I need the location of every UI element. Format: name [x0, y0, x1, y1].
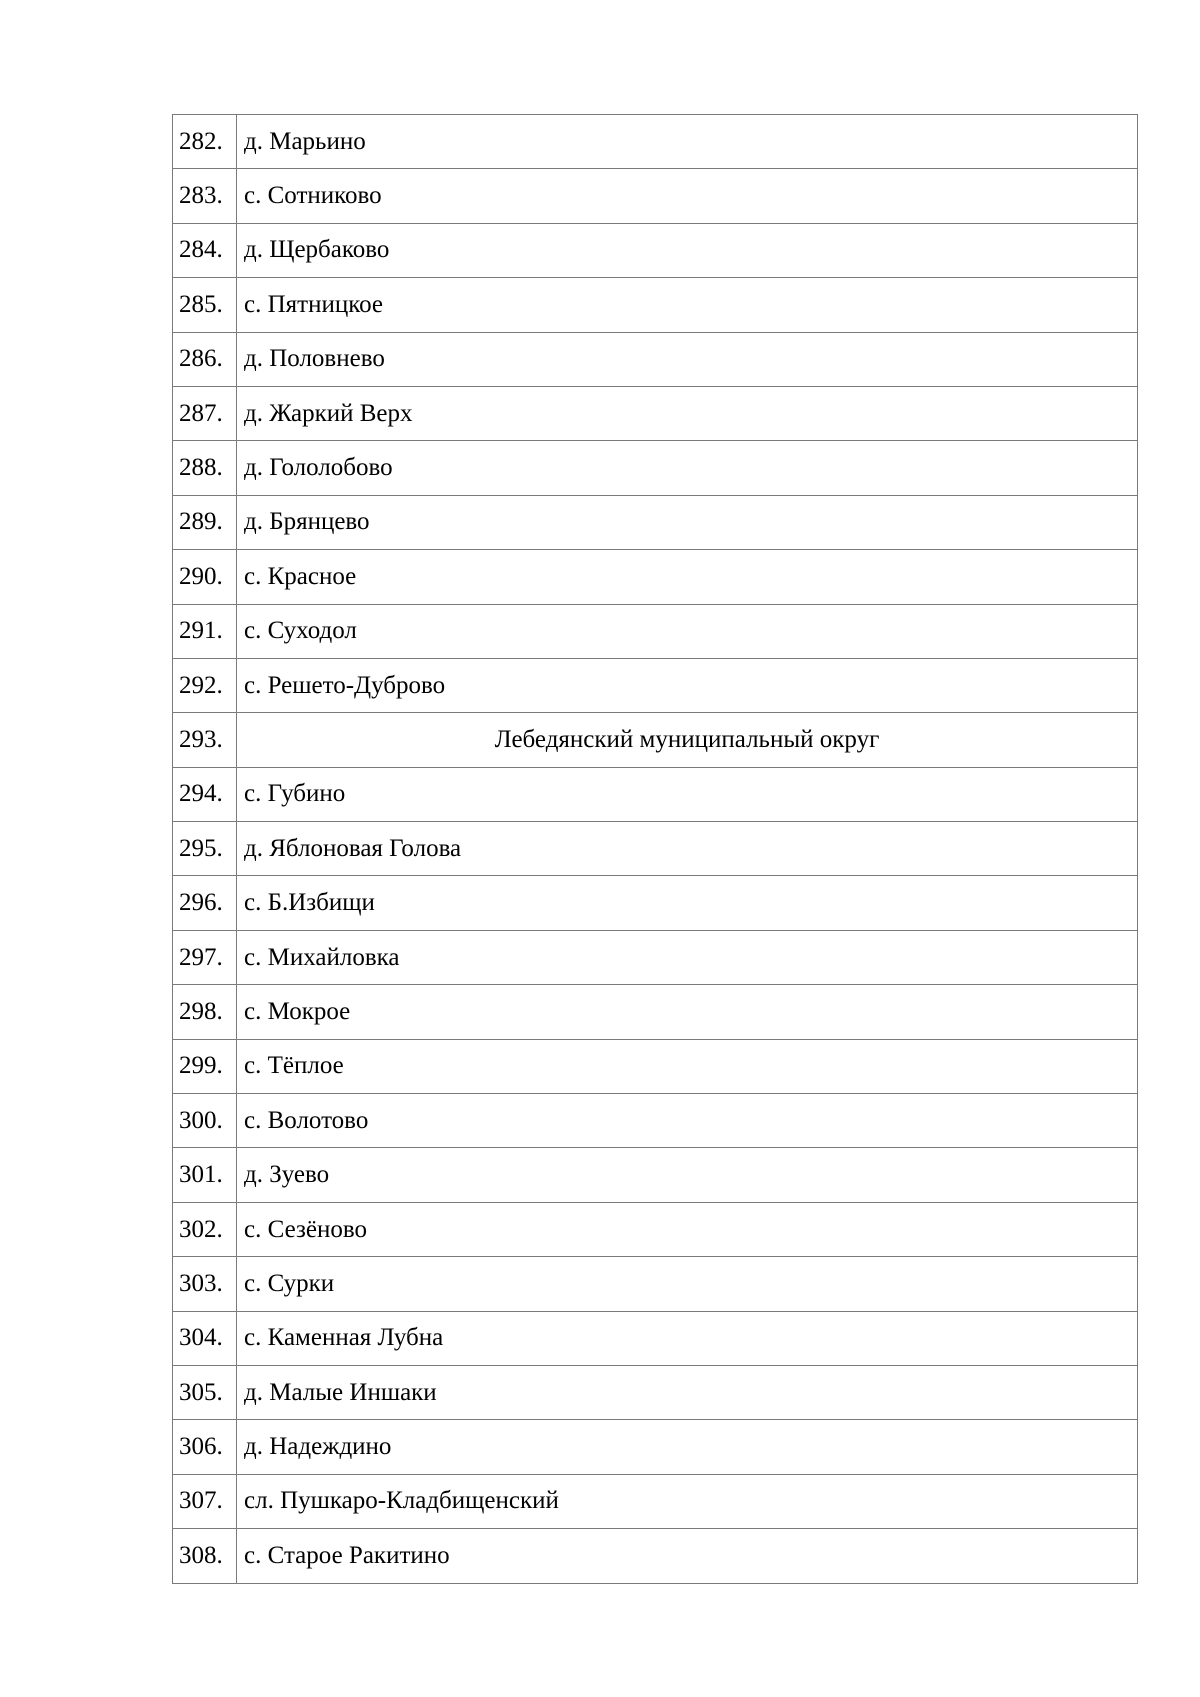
- row-number: 284.: [173, 223, 237, 277]
- table-row: [173, 550, 1138, 604]
- row-number: 290.: [173, 550, 237, 604]
- table-row: [173, 1311, 1138, 1365]
- table-row: [173, 822, 1138, 876]
- table-row: [173, 278, 1138, 332]
- row-number: 306.: [173, 1420, 237, 1474]
- row-number: 298.: [173, 985, 237, 1039]
- row-number: 293.: [173, 713, 237, 767]
- row-number: 286.: [173, 332, 237, 386]
- settlement-name: с. Сотниково: [237, 169, 1138, 223]
- settlement-name: д. Яблоновая Голова: [237, 822, 1138, 876]
- settlement-name: с. Старое Ракитино: [237, 1529, 1138, 1583]
- settlement-name: д. Жаркий Верх: [237, 386, 1138, 440]
- settlement-name: с. Губино: [237, 767, 1138, 821]
- settlement-name: д. Зуево: [237, 1148, 1138, 1202]
- row-number: 291.: [173, 604, 237, 658]
- row-number: 299.: [173, 1039, 237, 1093]
- settlement-name: с. Пятницкое: [237, 278, 1138, 332]
- settlement-name: с. Тёплое: [237, 1039, 1138, 1093]
- row-number: 296.: [173, 876, 237, 930]
- settlement-name: с. Суходол: [237, 604, 1138, 658]
- settlement-name: д. Щербаково: [237, 223, 1138, 277]
- table-row: [173, 1420, 1138, 1474]
- row-number: 287.: [173, 386, 237, 440]
- table-row: [173, 1257, 1138, 1311]
- settlement-name: с. Сезёново: [237, 1202, 1138, 1256]
- table-row: [173, 876, 1138, 930]
- settlement-name: д. Малые Иншаки: [237, 1365, 1138, 1419]
- row-number: 303.: [173, 1257, 237, 1311]
- row-number: 307.: [173, 1474, 237, 1528]
- table-row: [173, 930, 1138, 984]
- row-number: 294.: [173, 767, 237, 821]
- table-row: [173, 1148, 1138, 1202]
- table-row: [173, 115, 1138, 169]
- settlement-name: с. Решето-Дуброво: [237, 658, 1138, 712]
- row-number: 304.: [173, 1311, 237, 1365]
- row-number: 300.: [173, 1094, 237, 1148]
- table-row: [173, 767, 1138, 821]
- district-heading: Лебедянский муниципальный округ: [237, 713, 1138, 767]
- settlements-table-body: [173, 115, 1138, 1584]
- settlement-name: с. Михайловка: [237, 930, 1138, 984]
- settlement-name: д. Гололобово: [237, 441, 1138, 495]
- table-row: [173, 386, 1138, 440]
- row-number: 285.: [173, 278, 237, 332]
- row-number: 308.: [173, 1529, 237, 1583]
- row-number: 283.: [173, 169, 237, 223]
- table-row: [173, 441, 1138, 495]
- row-number: 302.: [173, 1202, 237, 1256]
- table-row: [173, 223, 1138, 277]
- table-row: [173, 1529, 1138, 1583]
- table-row: [173, 1202, 1138, 1256]
- table-row: [173, 604, 1138, 658]
- table-row: [173, 985, 1138, 1039]
- table-row: [173, 1474, 1138, 1528]
- table-row: [173, 495, 1138, 549]
- row-number: 289.: [173, 495, 237, 549]
- settlement-name: с. Каменная Лубна: [237, 1311, 1138, 1365]
- row-number: 297.: [173, 930, 237, 984]
- settlement-name: с. Сурки: [237, 1257, 1138, 1311]
- table-row: [173, 658, 1138, 712]
- row-number: 295.: [173, 822, 237, 876]
- table-row: [173, 1365, 1138, 1419]
- table-row: [173, 713, 1138, 767]
- row-number: 282.: [173, 115, 237, 169]
- settlement-name: с. Мокрое: [237, 985, 1138, 1039]
- settlement-name: с. Красное: [237, 550, 1138, 604]
- table-row: [173, 1039, 1138, 1093]
- settlement-name: д. Брянцево: [237, 495, 1138, 549]
- row-number: 288.: [173, 441, 237, 495]
- settlement-name: д. Половнево: [237, 332, 1138, 386]
- settlement-name: с. Б.Избищи: [237, 876, 1138, 930]
- table-row: [173, 169, 1138, 223]
- settlement-name: с. Волотово: [237, 1094, 1138, 1148]
- table-row: [173, 332, 1138, 386]
- settlement-name: сл. Пушкаро-Кладбищенский: [237, 1474, 1138, 1528]
- row-number: 301.: [173, 1148, 237, 1202]
- settlements-table: [172, 114, 1138, 1584]
- settlement-name: д. Надеждино: [237, 1420, 1138, 1474]
- settlement-name: д. Марьино: [237, 115, 1138, 169]
- row-number: 292.: [173, 658, 237, 712]
- table-row: [173, 1094, 1138, 1148]
- row-number: 305.: [173, 1365, 237, 1419]
